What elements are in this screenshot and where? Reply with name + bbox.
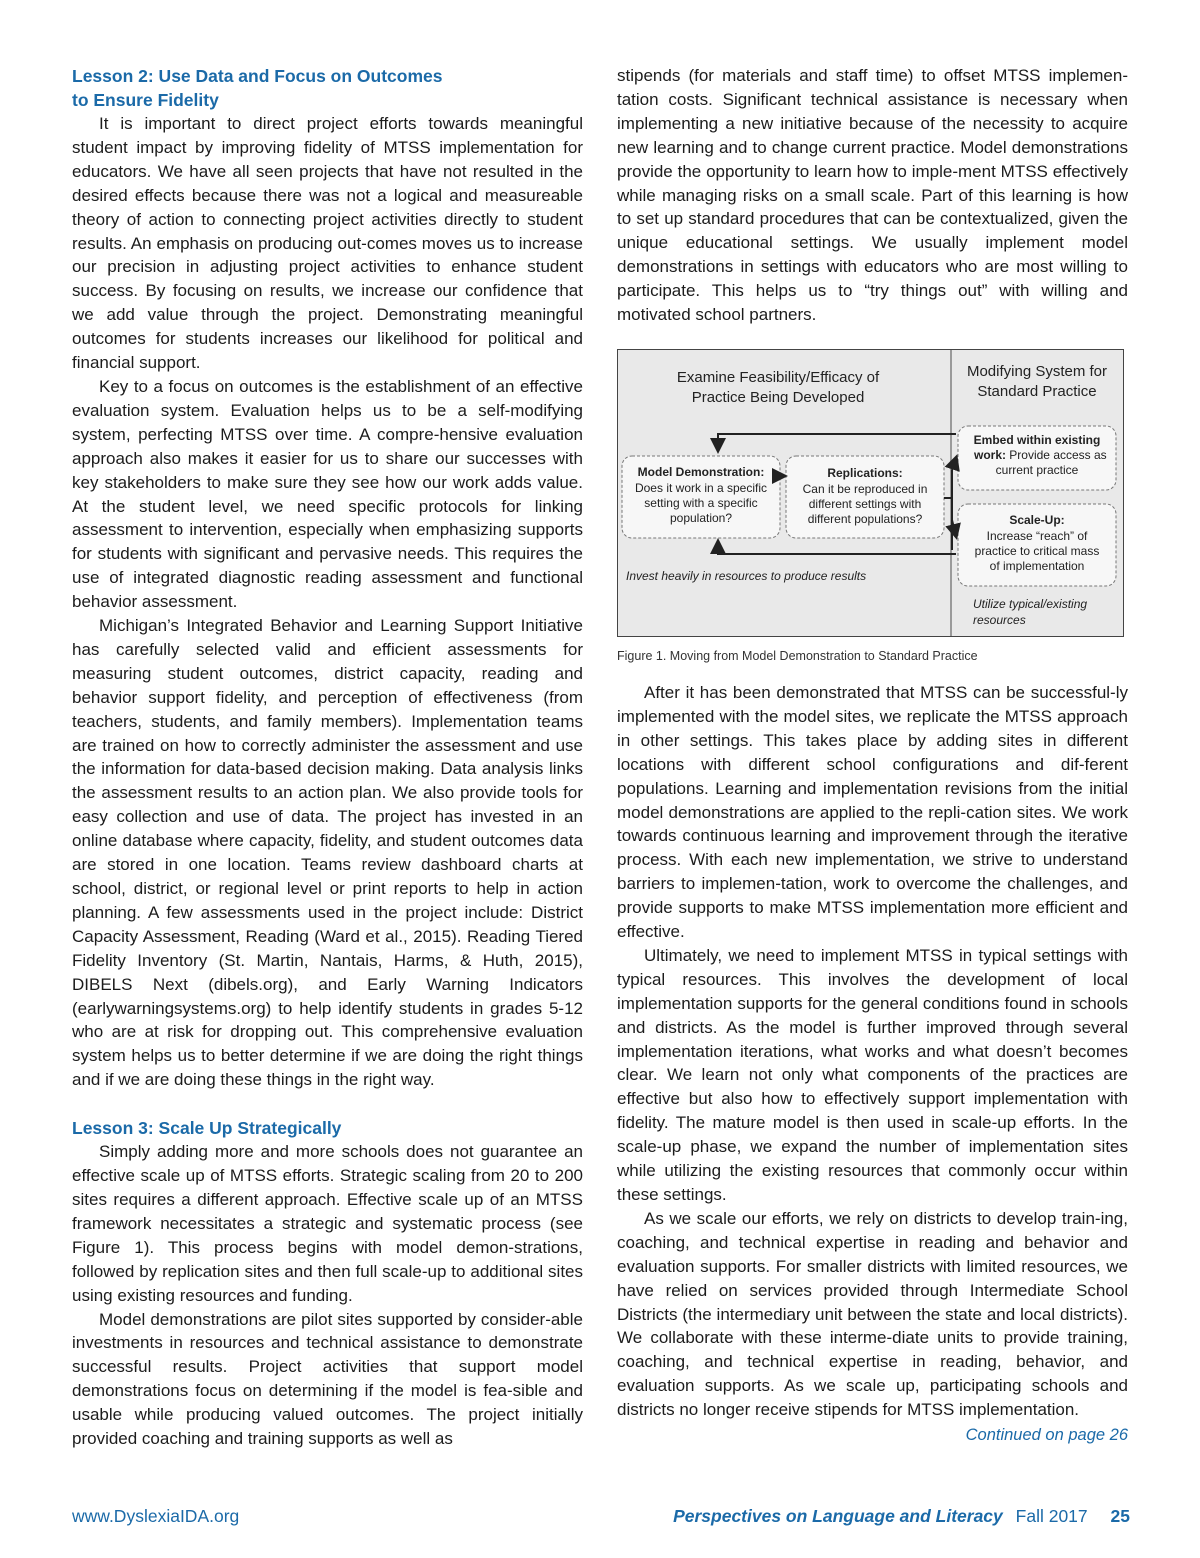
embed-work-label: work:	[973, 447, 1007, 462]
arrow-feedback-bottom	[718, 542, 956, 554]
lesson2-heading-line1: Lesson 2: Use Data and Focus on Outcomes	[72, 66, 443, 86]
lesson3-heading: Lesson 3: Scale Up Strategically	[72, 1118, 342, 1139]
footer-publication-info	[673, 1506, 1130, 1527]
arrow-to-embed	[952, 458, 956, 470]
lesson2-heading-line2: to Ensure Fidelity	[72, 90, 219, 110]
embed-label: Embed within existing	[973, 432, 1101, 447]
figure-title-left-1: Examine Feasibility/Efficacy of	[676, 368, 880, 386]
right-paragraph-1: After it has been demonstrated that MTSS can be successful-ly implemented with the model sites, we replicate the MTSS approach in other settings. This takes place by adding sites in different locations with different school configurations and dif-ferent populations. Learning and implementation revisions from the initial model demonstrations are applied to the repli-cation sites. We work towards continuous learning and improvement through the iterative process. With each new implementation, we strive to understand barriers to implemen-tation, work to overcome the challenges, and provide supports to make MTSS implementation more efficient and effective.	[617, 682, 1128, 942]
footer-website-link[interactable]: www.DyslexiaIDA.org	[72, 1506, 240, 1526]
page-footer	[72, 1506, 1130, 1534]
scale-up-text-3: of implementation	[989, 558, 1085, 573]
lesson3-paragraph-2: Model demonstrations are pilot sites supported by consider-able investments in resources and technical assistance to demonstrate successful results. Project activities that support model demonstrations focus on determining if the model is fea-sible and usable while producing valued outcomes. The project initially provided coaching and training supports as well as	[72, 1309, 583, 1449]
replications-label: Replications:	[827, 465, 903, 480]
utilize-note-2: resources	[973, 612, 1026, 627]
left-column	[72, 64, 583, 1451]
model-demo-text-3: population?	[669, 510, 733, 525]
scale-up-text-1: Increase “reach” of	[986, 528, 1088, 543]
utilize-note-1: Utilize typical/existing	[973, 596, 1088, 611]
embed-text-2: current practice	[995, 462, 1079, 477]
right-paragraph-3: As we scale our efforts, we rely on districts to develop train-ing, coaching, and technical expertise in reading and behavior and evaluation supports. For smaller districts with limited resources, we have relied on services provided through Intermediate School Districts (the intermediary unit between the state and local districts). We collaborate with these interme-diate units to provide training, coaching, and technical expertise in reading, behavior, and evaluation supports. As we scale up, participating schools and districts no longer receive stipends for MTSS implementation.	[617, 1208, 1128, 1420]
replications-text-1: Can it be reproduced in	[802, 481, 928, 496]
right-paragraph-2: Ultimately, we need to implement MTSS in typical settings with typical resources. This involves the development of local implementation supports for the general conditions found in schools and districts. As the model is further improved through several implementation iterations, what works and what doesn’t becomes clear. We learn not only what components of the practices are effective but also how to effectively support implementation with fidelity. The mature model is then used in scale-up efforts. In the scale-up phase, we expand the number of implementation sites while utilizing the existing resources that commonly occur within these settings.	[617, 945, 1128, 1204]
lesson2-paragraph-3: Michigan’s Integrated Behavior and Learning Support Initiative has carefully selected valid and efficient assessments for measuring student outcomes, district capacity, reading and behavior support fidelity, and perception of effectiveness (from teachers, students, and family members). Implementation teams are trained on how to correctly administer the assessment and use the information for data-based decision making. Data analysis links the assessment results to an action plan. We also provide tools for easy collection and use of data. The project has invested in an online database where capacity, fidelity, and student outcomes data are stored in one location. Teams review dashboard charts at school, district, or regional level or print reports to help in action planning. A few assessments used in the project include: District Capacity Assessment, Reading (Ward et al., 2015). Reading Tiered Fidelity Inventory (St. Martin, Nantais, Harms, & Huth, 2015), DIBELS Next (dibels.org), and Early Warning Indicators (earlywarningsystems.org) to help identify students in grades 5-12 who are at risk for dropping out. This comprehensive evaluation system helps us to better determine if we are doing the right things and if we are doing these things in the right way.	[72, 616, 583, 1090]
figure-title-left-2: Practice Being Developed	[691, 388, 865, 406]
footer-publication-title: Perspectives on Language and Literacy	[673, 1506, 1003, 1526]
continued-note: Continued on page 26	[965, 1426, 1128, 1445]
figure-1-diagram	[617, 349, 1124, 637]
model-demo-text-2: setting with a specific	[644, 495, 758, 510]
figure-title-right-1: Modifying System for	[966, 362, 1108, 380]
replications-text-2: different settings with	[808, 496, 922, 511]
figure-title-right-2: Standard Practice	[977, 382, 1097, 400]
page-number: 25	[1110, 1506, 1130, 1526]
scale-up-label: Scale-Up:	[1009, 512, 1065, 527]
replications-text-3: different populations?	[807, 511, 923, 526]
right-paragraph-0: stipends (for materials and staff time) to offset MTSS implemen-tation costs. Significant technical assistance is necessary when implementing a new initiative because of the necessity to acquire new learning and to change current practice. Model demonstrations provide the opportunity to learn how to imple-ment MTSS effectively while managing risks on a small scale. Part of this learning is how to set up standard procedures that can be contextualized, given the unique educational settings. We usually implement model demonstrations in settings with educators who are most willing to participate. This helps us to “try things out” with willing and motivated school partners.	[617, 66, 1128, 325]
lesson2-paragraph-2: Key to a focus on outcomes is the establishment of an effective evaluation system. Evaluation helps us to be a self-modifying system, perfecting MTSS over time. A compre-hensive evaluation approach also makes it easier for us to share our successes with key stakeholders to make sure they see how our work adds value. At the student level, we need specific protocols for linking assessment to intervention, especially when emphasizing supports for students with significant and pervasive needs. This requires the use of integrated diagnostic reading assessment and functional behavior assessment.	[72, 376, 583, 612]
figure-svg	[618, 350, 1123, 636]
figure-caption: Figure 1. Moving from Model Demonstration to Standard Practice	[617, 648, 978, 663]
model-demo-label: Model Demonstration:	[637, 464, 765, 479]
footer-issue: Fall 2017	[1015, 1506, 1088, 1526]
scale-up-text-2: practice to critical mass	[974, 543, 1100, 558]
arrow-feedback-top	[718, 434, 956, 450]
embed-text-1: Provide access as	[1009, 447, 1107, 462]
invest-note: Invest heavily in resources to produce results	[626, 568, 867, 583]
lesson2-paragraph-1: It is important to direct project efforts towards meaningful student impact by improving fidelity of MTSS implementation for educators. We have all seen projects that have not resulted in the desired effects because there was not a logical and measureable theory of action to connecting project activities directly to student results. An emphasis on producing out-comes moves us to increase our precision in adjusting project activities to enhance student success. By focusing on results, we increase our confidence that we add value through the project. Demonstrating meaningful outcomes for students increases our likelihood for political and financial support.	[72, 114, 583, 373]
lesson2-heading	[72, 64, 583, 112]
model-demo-text-1: Does it work in a specific	[634, 480, 768, 495]
lesson3-paragraph-1: Simply adding more and more schools does not guarantee an effective scale up of MTSS efforts. Strategic scaling from 20 to 200 sites requires a different approach. Effective scale up of an MTSS framework necessitates a strategic and systematic process (see Figure 1). This process begins with model demon-strations, followed by replication sites and then full scale-up to additional sites using existing resources and funding.	[72, 1142, 583, 1305]
right-column	[617, 64, 1128, 1445]
